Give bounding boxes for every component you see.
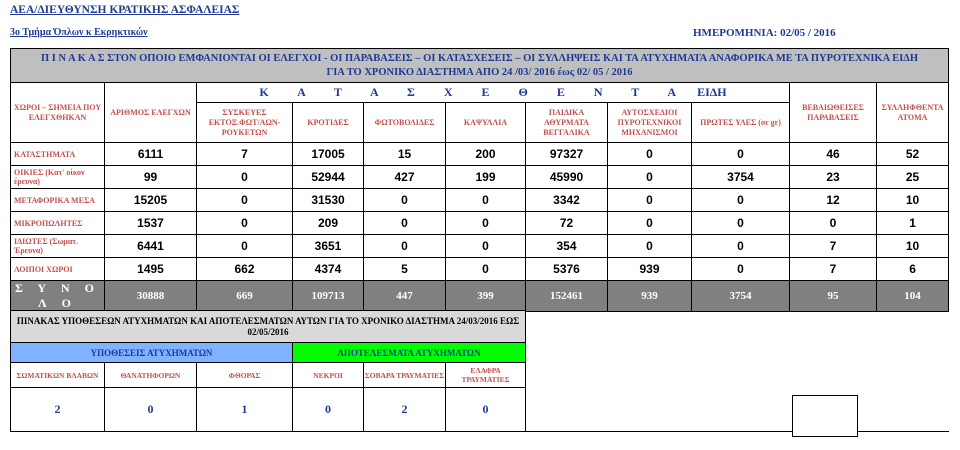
col-bodily-harm: ΣΩΜΑΤΙΚΩΝ ΒΛΑΒΩΝ [11, 363, 105, 388]
table-cell: 0 [197, 189, 293, 212]
table-cell: 1 [877, 212, 949, 235]
col-violations: ΒΕΒΑΙΩΘΕΙΣΕΣ ΠΑΡΑΒΑΣΕΙΣ [790, 83, 877, 143]
table-cell: 7 [790, 235, 877, 258]
col-places: ΧΩΡΟΙ – ΣΗΜΕΙΑ ΠΟΥ ΕΛΕΓΧΘΗΚΑΝ [11, 83, 105, 143]
row-place-label: ΟΙΚΙΕΣ (Κατ' οίκον έρευνα) [11, 166, 105, 189]
col-flares: ΦΩΤΟΒΟΛΙΔΕΣ [364, 103, 446, 143]
items-label: ΕΙΔΗ [697, 85, 727, 99]
table-cell: 0 [608, 143, 692, 166]
seizures-table [10, 48, 949, 312]
total-cell: 3754 [692, 281, 790, 312]
table-row [11, 258, 949, 281]
table-cell: 939 [608, 258, 692, 281]
table-cell: 0 [364, 189, 446, 212]
total-cell: 669 [197, 281, 293, 312]
accidents-title: ΠΙΝΑΚΑΣ ΥΠΟΘΕΣΕΩΝ ΑΤΥΧΗΜΑΤΩΝ ΚΑΙ ΑΠΟΤΕΛΕΣΜΑΤΩΝ ΑΥΤΩΝ ΓΙΑ ΤΟ ΧΡΟΝΙΚΟ ΔΙΑΣΤΗΜΑ 24/03/2016 ΕΩΣ 02/05/2016 [11, 311, 526, 343]
table-title [11, 49, 949, 83]
table-cell: 0 [446, 258, 526, 281]
col-launchers: ΣΥΣΚΕΥΕΣ ΕΚΤΟΞ.ΦΩΤ/ΑΩΝ-ΡΟΥΚΕΤΩΝ [197, 103, 293, 143]
table-cell: 0 [692, 143, 790, 166]
table-cell: 4374 [293, 258, 364, 281]
col-lightly-injured: ΕΛΑΦΡΑ ΤΡΑΥΜΑΤΙΕΣ [446, 363, 526, 388]
table-cell: 199 [446, 166, 526, 189]
table-row [11, 166, 949, 189]
row-place-label: ΜΕΤΑΦΟΡΙΚΑ ΜΕΣΑ [11, 189, 105, 212]
col-improvised-devices: ΑΥΤΟΣΧΕΔΙΟΙ ΠΥΡΟΤΕΧΝΙΚΟΙ ΜΗΧΑΝΙΣΜΟΙ [608, 103, 692, 143]
table-cell: 12 [790, 189, 877, 212]
accident-value: 1 [197, 388, 293, 432]
accident-value: 0 [293, 388, 364, 432]
department-title: 3ο Τμήμα Όπλων κ Εκρηκτικών [10, 27, 148, 38]
col-firecrackers: ΚΡΟΤΙΔΕΣ [293, 103, 364, 143]
seizures-label: Κ Α Τ Α Σ Χ Ε Θ Ε Ν Τ Α [259, 85, 690, 99]
table-cell: 0 [364, 235, 446, 258]
table-cell: 0 [692, 235, 790, 258]
org-title: ΑΕΑ/ΔΙΕΥΘΥΝΣΗ ΚΡΑΤΙΚΗΣ ΑΣΦΑΛΕΙΑΣ [10, 4, 240, 16]
totals-label: Σ Υ Ν Ο Λ Ο [11, 281, 105, 312]
col-seriously-injured: ΣΟΒΑΡΑ ΤΡΑΥΜΑΤΙΕΣ [364, 363, 446, 388]
table-cell: 3651 [293, 235, 364, 258]
col-checks: ΑΡΙΘΜΟΣ ΕΛΕΓΧΩΝ [105, 83, 197, 143]
table-cell: 0 [446, 212, 526, 235]
signature-box [792, 395, 858, 437]
total-cell: 109713 [293, 281, 364, 312]
report-date: ΗΜΕΡΟΜΗΝΙΑ: 02/05 / 2016 [693, 27, 836, 39]
table-row [11, 212, 949, 235]
accident-cases-header: ΥΠΟΘΕΣΕΙΣ ΑΤΥΧΗΜΑΤΩΝ [11, 343, 293, 363]
table-cell: 72 [526, 212, 608, 235]
table-cell: 0 [692, 212, 790, 235]
table-cell: 662 [197, 258, 293, 281]
table-cell: 6111 [105, 143, 197, 166]
table-cell: 15205 [105, 189, 197, 212]
table-cell: 10 [877, 189, 949, 212]
col-arrested: ΣΥΛΛΗΦΘΕΝΤΑ ΑΤΟΜΑ [877, 83, 949, 143]
table-cell: 0 [364, 212, 446, 235]
table-cell: 99 [105, 166, 197, 189]
col-raw-materials: ΠΡΩΤΕΣ ΥΛΕΣ (σε gr) [692, 103, 790, 143]
table-cell: 3342 [526, 189, 608, 212]
table-cell: 0 [446, 235, 526, 258]
table-cell: 17005 [293, 143, 364, 166]
table-cell: 3754 [692, 166, 790, 189]
row-place-label: ΚΑΤΑΣΤΗΜΑΤΑ [11, 143, 105, 166]
table-cell: 0 [790, 212, 877, 235]
total-cell: 447 [364, 281, 446, 312]
table-cell: 0 [608, 235, 692, 258]
accidents-blank-area [526, 311, 949, 343]
table-cell: 1537 [105, 212, 197, 235]
accident-value: 0 [105, 388, 197, 432]
table-cell: 354 [526, 235, 608, 258]
table-cell: 7 [790, 258, 877, 281]
seizures-header [197, 83, 790, 103]
row-place-label: ΙΔΙΩΤΕΣ (Σωματ. Έρευνα) [11, 235, 105, 258]
row-place-label: ΛΟΙΠΟΙ ΧΩΡΟΙ [11, 258, 105, 281]
accident-value: 0 [446, 388, 526, 432]
table-cell: 6 [877, 258, 949, 281]
table-row [11, 143, 949, 166]
table-cell: 52 [877, 143, 949, 166]
totals-row [11, 281, 949, 312]
table-cell: 0 [608, 166, 692, 189]
table-cell: 6441 [105, 235, 197, 258]
col-dead: ΝΕΚΡΟΙ [293, 363, 364, 388]
table-cell: 15 [364, 143, 446, 166]
table-cell: 25 [877, 166, 949, 189]
table-title-line1: Π Ι Ν Α Κ Α Σ ΣΤΟΝ ΟΠΟΙΟ ΕΜΦΑΝΙΟΝΤΑΙ ΟΙ ΕΛΕΓΧΟΙ - ΟΙ ΠΑΡΑΒΑΣΕΙΣ – ΟΙ ΚΑΤΑΣΧΕΣΕΙΣ – ΟΙ ΣΥΛΛΗΨΕΙΣ ΚΑΙ ΤΑ ΑΤΥΧΗΜΑΤΑ ΑΝΑΦΟΡΙΚΑ ΜΕ ΤΑ ΠΥΡΟΤΕΧΝΙΚΑ ΕΙΔΗ [40, 52, 919, 64]
table-row [11, 189, 949, 212]
total-cell: 939 [608, 281, 692, 312]
table-cell: 0 [446, 189, 526, 212]
table-cell: 200 [446, 143, 526, 166]
accident-results-header: ΑΠΟΤΕΛΕΣΜΑΤΑ ΑΤΥΧΗΜΑΤΩΝ [293, 343, 526, 363]
total-cell: 399 [446, 281, 526, 312]
table-cell: 0 [197, 235, 293, 258]
total-cell: 152461 [526, 281, 608, 312]
col-damage: ΦΘΟΡΑΣ [197, 363, 293, 388]
table-cell: 209 [293, 212, 364, 235]
table-cell: 23 [790, 166, 877, 189]
row-place-label: ΜΙΚΡΟΠΩΛΗΤΕΣ [11, 212, 105, 235]
table-cell: 0 [692, 189, 790, 212]
table-cell: 52944 [293, 166, 364, 189]
table-cell: 97327 [526, 143, 608, 166]
table-cell: 0 [608, 212, 692, 235]
table-cell: 1495 [105, 258, 197, 281]
col-toy-sparklers: ΠΑΙΔΙΚΑ ΑΘΥΡΜΑΤΑ ΒΕΓΓΑΛΙΚΑ [526, 103, 608, 143]
table-cell: 0 [692, 258, 790, 281]
total-cell: 30888 [105, 281, 197, 312]
col-caps: ΚΑΨΥΛΛΙΑ [446, 103, 526, 143]
table-cell: 31530 [293, 189, 364, 212]
table-cell: 7 [197, 143, 293, 166]
table-cell: 45990 [526, 166, 608, 189]
table-cell: 5376 [526, 258, 608, 281]
accident-value: 2 [11, 388, 105, 432]
col-fatal: ΘΑΝΑΤΗΦΟΡΩΝ [105, 363, 197, 388]
table-row [11, 235, 949, 258]
table-cell: 0 [608, 189, 692, 212]
table-cell: 10 [877, 235, 949, 258]
table-cell: 46 [790, 143, 877, 166]
total-cell: 95 [790, 281, 877, 312]
table-cell: 5 [364, 258, 446, 281]
total-cell: 104 [877, 281, 949, 312]
table-cell: 427 [364, 166, 446, 189]
table-cell: 0 [197, 212, 293, 235]
accident-value: 2 [364, 388, 446, 432]
table-title-line2: ΓΙΑ ΤΟ ΧΡΟΝΙΚΟ ΔΙΑΣΤΗΜΑ ΑΠΟ 24 /03/ 2016 έως 02/ 05 / 2016 [326, 66, 633, 78]
table-cell: 0 [197, 166, 293, 189]
